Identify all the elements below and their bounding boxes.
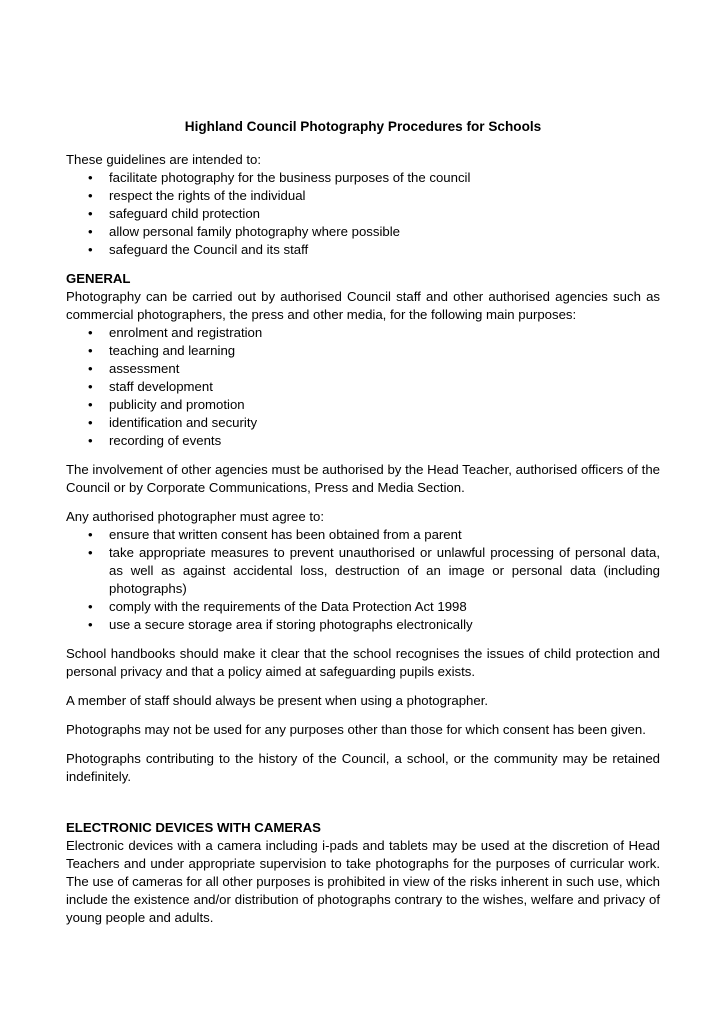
handbooks-paragraph: School handbooks should make it clear that the school recognises the issues of child protection and personal privacy and that a policy aimed at safeguarding pupils exists. [66, 646, 660, 679]
list-item: • safeguard the Council and its staff [66, 241, 660, 259]
list-item: • assessment [66, 360, 660, 378]
general-text: Photography can be carried out by authorised Council staff and other authorised agencies such as commercial photographers, the press and other media, for the following main purposes: [66, 289, 660, 322]
document-title: Highland Council Photography Procedures for Schools [184, 119, 542, 134]
list-item: • identification and security [66, 414, 660, 432]
devices-heading: ELECTRONIC DEVICES WITH CAMERAS [66, 820, 321, 835]
list-item: • safeguard child protection [66, 205, 660, 223]
list-item: • publicity and promotion [66, 396, 660, 414]
section-spacer [66, 797, 660, 819]
photographer-list [66, 526, 660, 634]
list-item: • respect the rights of the individual [66, 187, 660, 205]
list-item: • use a secure storage area if storing photographs electronically [66, 616, 660, 634]
photographer-text: Any authorised photographer must agree to: [66, 509, 325, 524]
list-item: • enrolment and registration [66, 324, 660, 342]
intro-text: These guidelines are intended to: [66, 152, 262, 167]
list-item: • staff development [66, 378, 660, 396]
list-item: • take appropriate measures to prevent unauthorised or unlawful processing of personal data, as well as against accidental loss, destruction of an image or personal data (including photographs) [66, 544, 660, 598]
consent-paragraph: Photographs may not be used for any purposes other than those for which consent has been given. [66, 722, 646, 737]
list-item: • teaching and learning [66, 342, 660, 360]
list-item: • ensure that written consent has been obtained from a parent [66, 526, 660, 544]
general-heading: GENERAL [66, 271, 131, 286]
list-item: • comply with the requirements of the Data Protection Act 1998 [66, 598, 660, 616]
history-paragraph: Photographs contributing to the history of the Council, a school, or the community may be retained indefinitely. [66, 751, 660, 784]
list-item: • allow personal family photography where possible [66, 223, 660, 241]
involvement-paragraph: The involvement of other agencies must be authorised by the Head Teacher, authorised officers of the Council or by Corporate Communications, Press and Media Section. [66, 462, 660, 495]
devices-text: Electronic devices with a camera including i-pads and tablets may be used at the discretion of Head Teachers and under appropriate supervision to take photographs for the purposes of curricular work. The use of cameras for all other purposes is prohibited in view of the risks inherent in such use, which include the existence and/or distribution of photographs contrary to the wishes, welfare and privacy of young people and adults. [66, 838, 660, 925]
intro-list [66, 169, 660, 259]
staff-present-paragraph: A member of staff should always be present when using a photographer. [66, 693, 489, 708]
list-item: • facilitate photography for the business purposes of the council [66, 169, 660, 187]
document-page [66, 118, 660, 927]
purposes-list [66, 324, 660, 450]
list-item: • recording of events [66, 432, 660, 450]
